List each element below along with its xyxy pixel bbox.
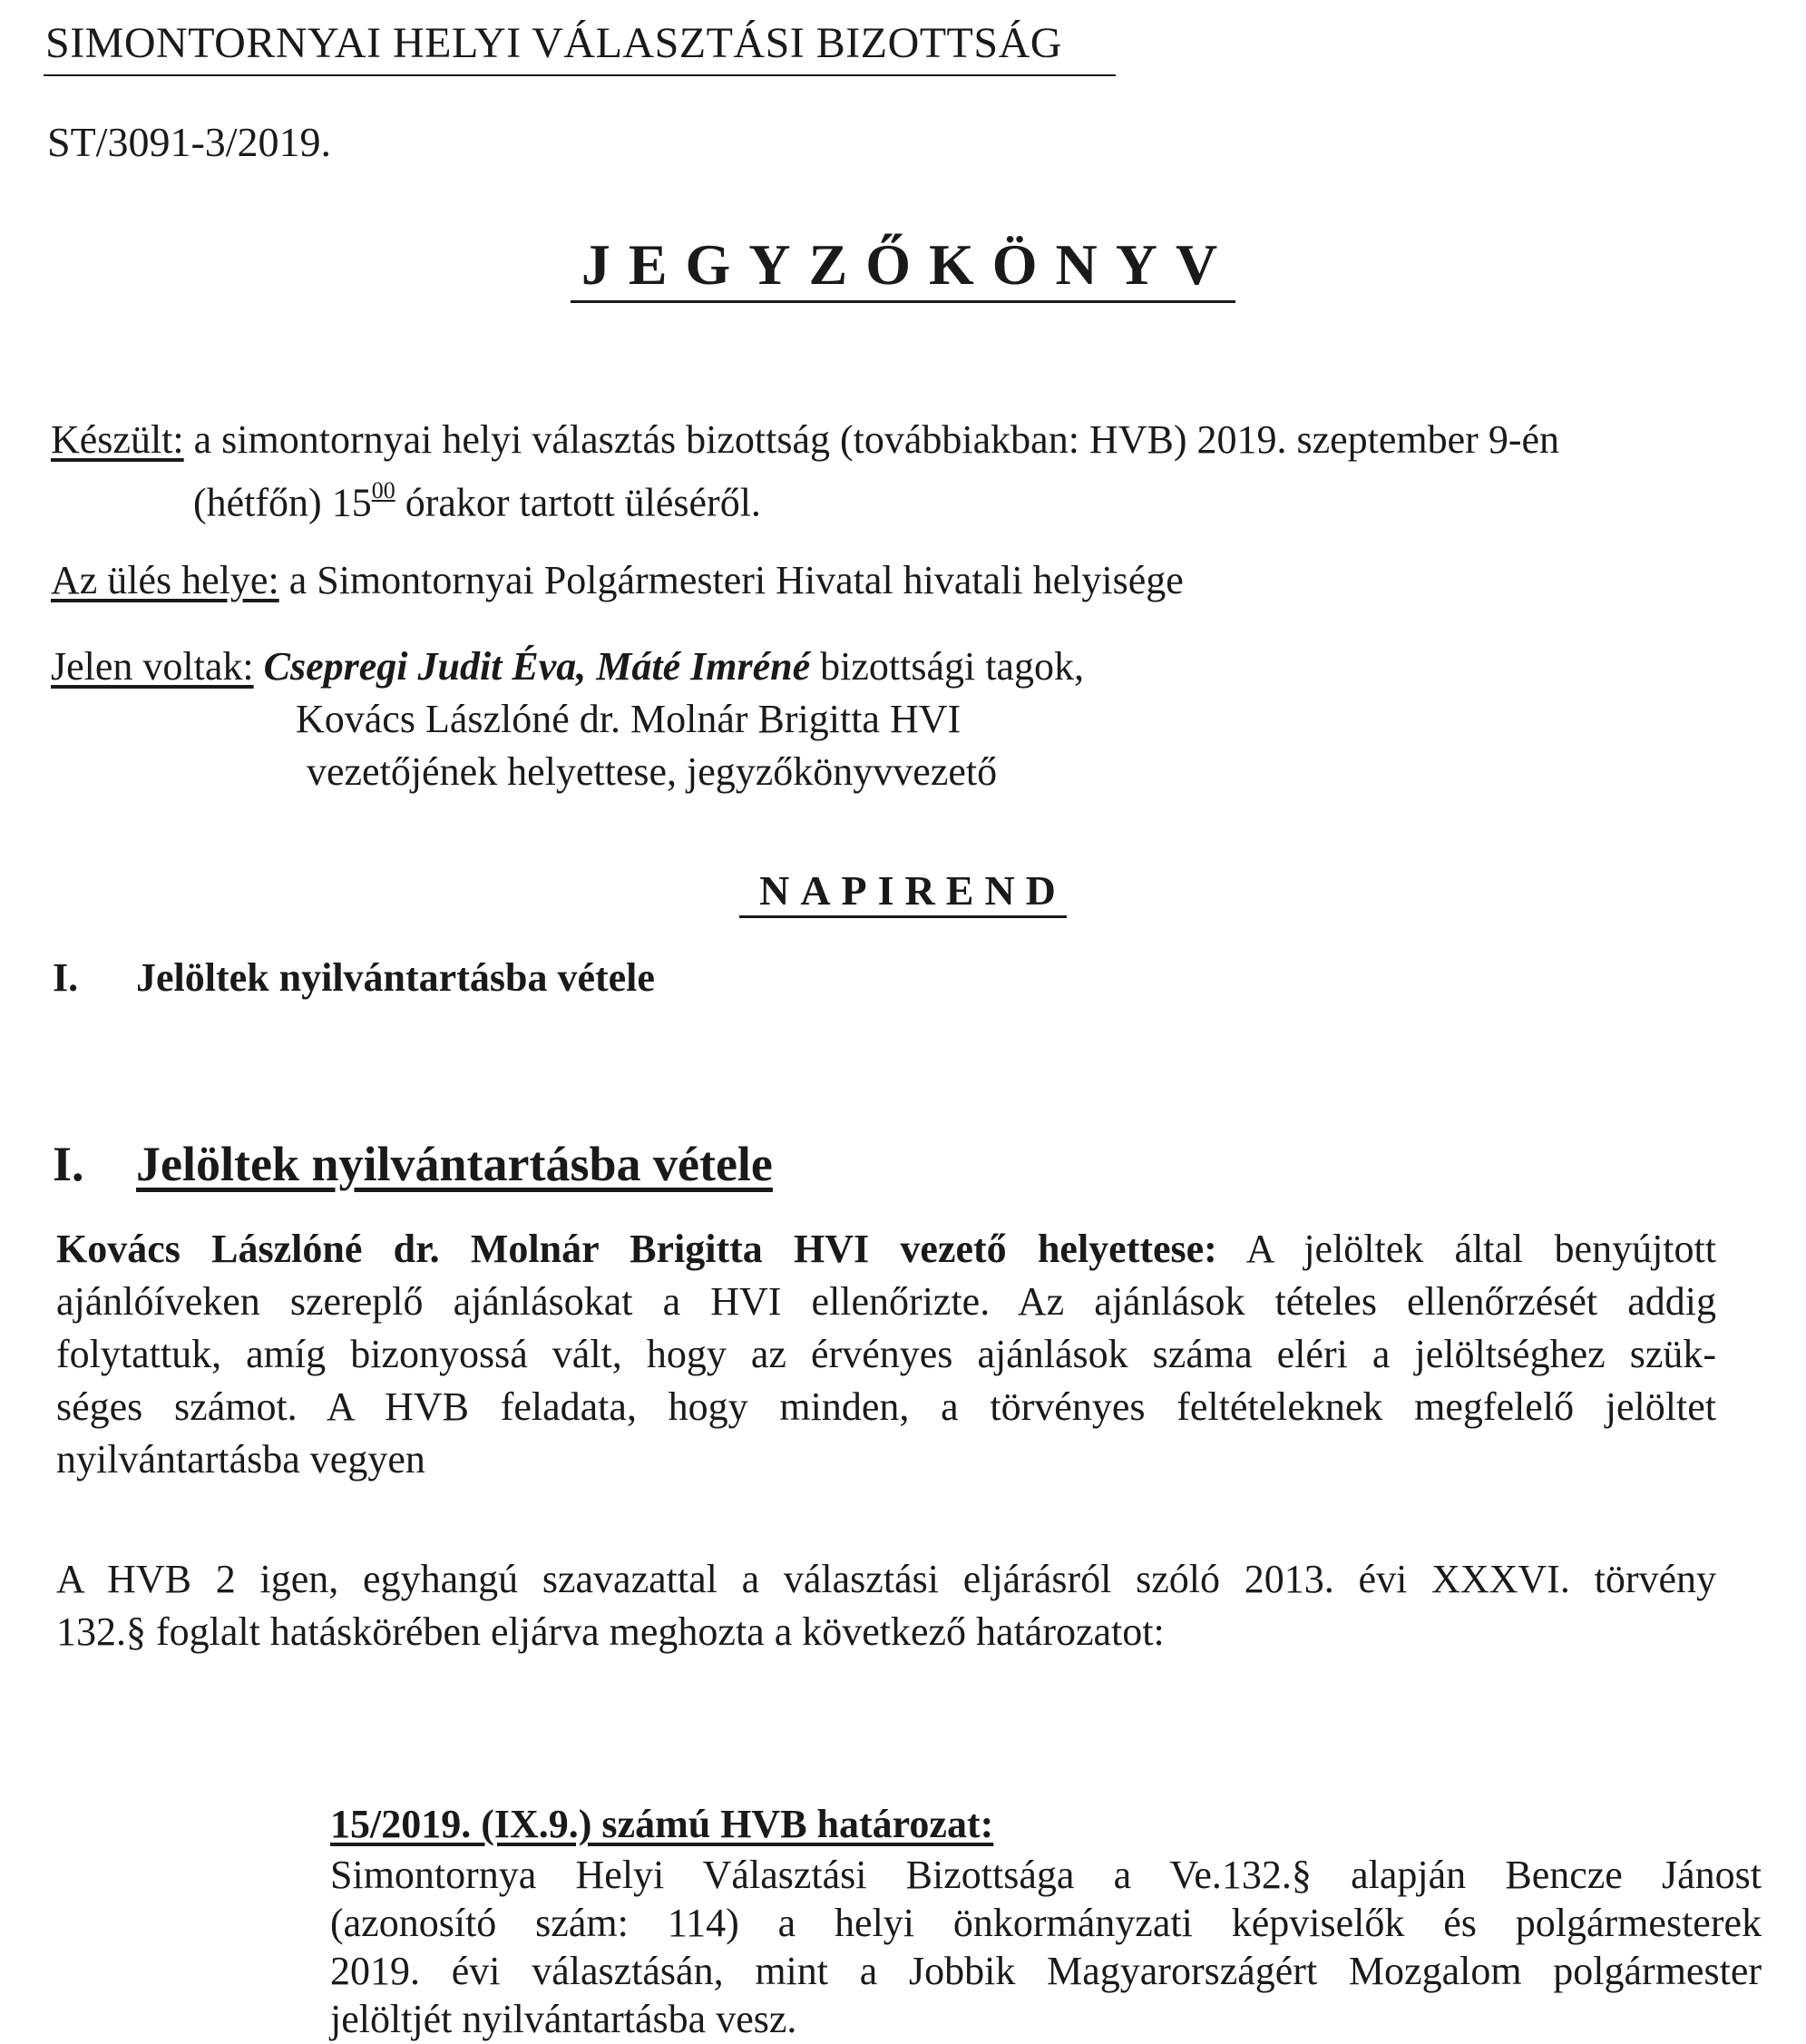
prepared-label: Készült: (51, 417, 184, 462)
present-members: Csepregi Judit Éva, Máté Imréné (253, 644, 811, 689)
prepared-text-2-post: órakor tartott üléséről. (395, 480, 761, 525)
venue-line (51, 553, 1184, 608)
section-number: I. (53, 1137, 84, 1191)
prepared-line-2 (193, 467, 761, 531)
resolution-line-3: 2019. évi választásán, mint a Jobbik Magyarországért Mozgalom polgármester (330, 1949, 1762, 1993)
speaker-name: Kovács Lászlóné dr. Molnár Brigitta HVI vezető helyettese: (56, 1227, 1217, 1271)
agenda-title: NAPIREND (739, 867, 1067, 918)
vote-line-1: A HVB 2 igen, egyhangú szavazattal a választási eljárásról szóló 2013. évi XXXVI. törvény (56, 1557, 1716, 1601)
vote-paragraph (56, 1553, 1716, 1658)
prepared-time-sup: 00 (371, 477, 395, 504)
resolution-title: 15/2019. (IX.9.) számú HVB határozat: (330, 1802, 994, 1846)
present-line-3: vezetőjének helyettese, jegyzőkönyvvezető (307, 749, 998, 794)
venue-label: Az ülés helye: (51, 558, 279, 602)
present-label: Jelen voltak: (51, 644, 254, 689)
venue-text: a Simontornyai Polgármesteri Hivatal hivatali helyisége (278, 558, 1184, 602)
section-title: Jelöltek nyilvántartásba vétele (136, 1137, 773, 1191)
resolution-line-4: jelöltjét nyilvántartásba vesz. (330, 1997, 797, 2041)
resolution-line-2: (azonosító szám: 114) a helyi önkormányzati képviselők és polgármesterek (330, 1901, 1762, 1945)
section-heading (53, 1136, 773, 1192)
resolution-line-1: Simontornya Helyi Választási Bizottsága a Ve.132.§ alapján Bencze Jánost (330, 1853, 1762, 1897)
speech-line-5: nyilvántartásba vegyen (56, 1437, 425, 1482)
agenda-title-wrap (0, 866, 1806, 914)
organization-name: SIMONTORNYAI HELYI VÁLASZTÁSI BIZOTTSÁG (45, 19, 1062, 67)
speech-line-1-text: A jelöltek által benyújtott (1216, 1227, 1716, 1271)
document-title: JEGYZŐKÖNYV (571, 232, 1235, 303)
prepared-line-1 (51, 413, 1559, 467)
present-line-1 (51, 640, 1084, 694)
speech-line-2: ajánlóíveken szereplő ajánlásokat a HVI ellenőrizte. Az ajánlások tételes ellenőrzését addig (56, 1279, 1716, 1324)
present-line-2: Kovács Lászlóné dr. Molnár Brigitta HVI (296, 697, 962, 741)
speech-paragraph (56, 1223, 1716, 1486)
reference-number: ST/3091-3/2019. (47, 119, 332, 165)
agenda-item (53, 954, 655, 1001)
speech-line-3: folytattuk, amíg bizonyossá vált, hogy az érvényes ajánlások száma eléri a jelöltséghez szük- (56, 1332, 1716, 1376)
header-rule (44, 74, 1116, 76)
prepared-text-1: a simontornyai helyi választás bizottság (továbbiakban: HVB) 2019. szeptember 9-én (183, 417, 1560, 462)
vote-line-2: 132.§ foglalt hatáskörében eljárva meghozta a következő határozatot: (56, 1609, 1165, 1654)
agenda-item-number: I. (53, 955, 79, 1000)
document-title-wrap (0, 231, 1806, 298)
agenda-item-label: Jelöltek nyilvántartásba vétele (136, 955, 655, 1000)
speech-line-1 (56, 1223, 1716, 1276)
prepared-text-2-pre: (hétfőn) 15 (193, 480, 372, 525)
resolution-body (330, 1851, 1762, 2043)
present-members-role: bizottsági tagok, (810, 644, 1085, 689)
speech-line-4: séges számot. A HVB feladata, hogy minden, a törvényes feltételeknek megfelelő jelöltet (56, 1384, 1716, 1429)
